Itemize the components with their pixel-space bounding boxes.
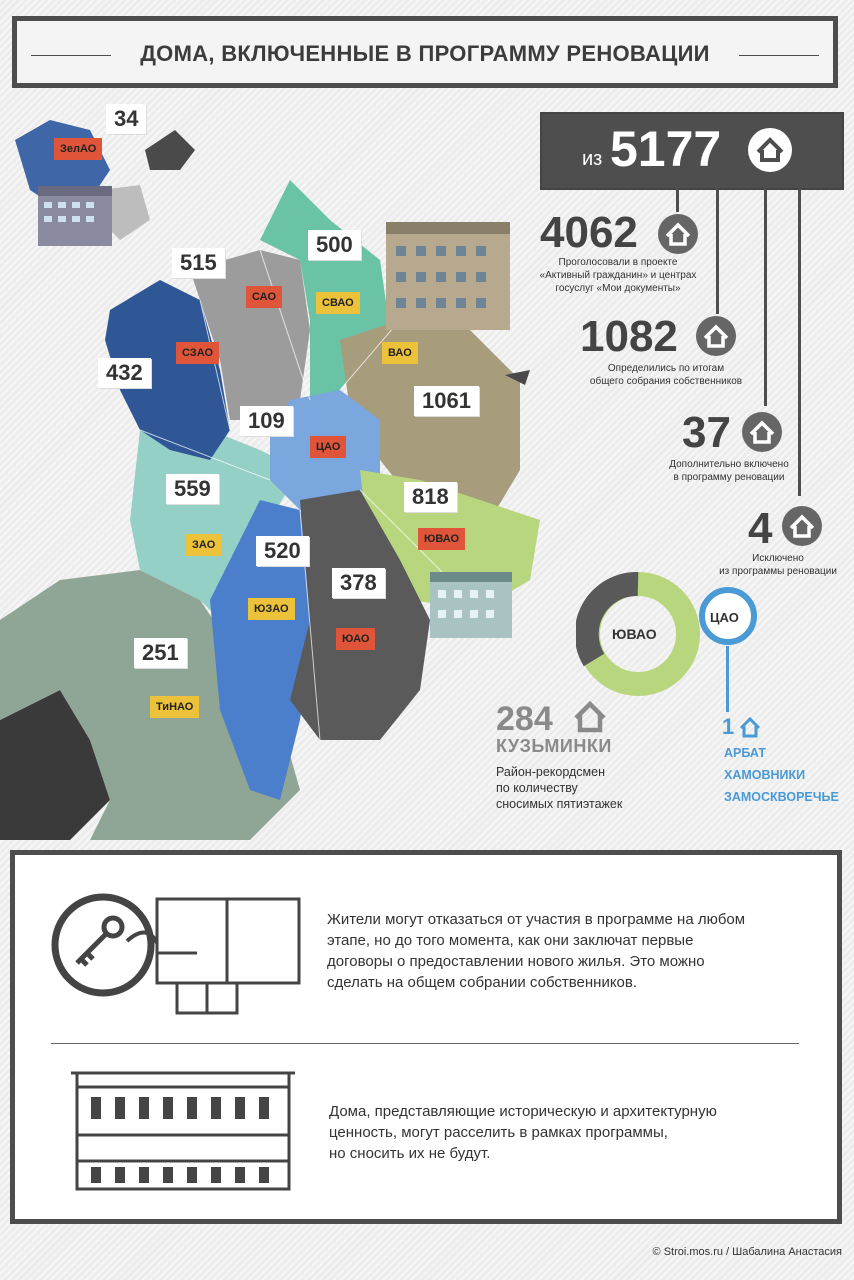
stat-added-desc-line: Дополнительно включено	[669, 459, 789, 470]
stat-voted-desc-line: Проголосовали в проекте	[558, 257, 678, 268]
stat-added-desc	[664, 458, 794, 484]
note-refusal-line: договоры о предоставлении нового жилья. Это можно	[327, 953, 705, 970]
district-count-tinao: 251	[134, 638, 187, 668]
stat-added-value: 37	[682, 408, 731, 457]
stat-meeting-value: 1082	[580, 312, 678, 361]
district-count-sao: 515	[172, 248, 225, 278]
cao-connector-line	[726, 646, 729, 712]
district-count-zelao: 34	[106, 104, 146, 134]
notes-panel	[10, 850, 842, 1224]
total-value: 5177	[610, 121, 722, 177]
district-flag-yuzao: ЮЗАО	[248, 598, 295, 620]
district-flag-yuao: ЮАО	[336, 628, 375, 650]
note-refusal-line: Жители могут отказаться от участия в программе на любом	[327, 911, 746, 928]
note-historic-line: но сносить их не будут.	[329, 1145, 491, 1162]
district-count-yuao: 378	[332, 568, 385, 598]
stat-added-desc-line: в программу реновации	[673, 472, 785, 483]
house-icon	[738, 716, 762, 738]
district-flag-tinao: ТиНАО	[150, 696, 199, 718]
map-region-grey-blob-1	[145, 130, 195, 170]
note-refusal-line: этапе, но до того момента, как они заключат первые	[327, 932, 694, 949]
stat-meeting-desc-line: общего собрания собственников	[589, 376, 743, 387]
cao-min-district: АРБАТ	[724, 746, 766, 760]
note-refusal-line: сделать на общем собрании собственников.	[327, 974, 638, 991]
district-count-yuzao: 520	[256, 536, 309, 566]
total-box	[540, 112, 844, 190]
district-flag-cao: ЦАО	[310, 436, 346, 458]
district-flag-sao: САО	[246, 286, 282, 308]
record-district: КУЗЬМИНКИ	[496, 736, 612, 756]
district-flag-zao: ЗАО	[186, 534, 221, 556]
stat-voted-desc	[528, 256, 708, 295]
note-historic-line: ценность, могут расселить в рамках программы,	[329, 1124, 668, 1141]
house-icon	[780, 504, 824, 548]
note-historic-line: Дома, представляющие историческую и архитектурную	[329, 1103, 717, 1120]
page-title: ДОМА, ВКЛЮЧЕННЫЕ В ПРОГРАММУ РЕНОВАЦИИ	[140, 41, 710, 66]
cao-min-value: 1	[722, 714, 735, 739]
house-icon	[746, 126, 794, 174]
district-count-svao: 500	[308, 230, 361, 260]
note-historic	[329, 1101, 717, 1164]
district-flag-zelao: ЗелАО	[54, 138, 102, 160]
record-value: 284	[496, 700, 553, 738]
house-icon	[740, 410, 784, 454]
historic-building-icon	[71, 1065, 297, 1195]
building-illustration-yuao	[430, 572, 512, 640]
footer-credit: © Stroi.mos.ru / Шабалина Анастасия	[652, 1246, 842, 1258]
title-box	[12, 16, 838, 88]
district-flag-yuvao: ЮВАО	[418, 528, 465, 550]
stat-voted-value: 4062	[540, 208, 638, 257]
building-illustration-svao	[386, 222, 510, 332]
stat-excluded-value: 4	[748, 504, 773, 553]
record-desc	[496, 764, 622, 812]
house-icon	[656, 212, 700, 256]
total-prefix: из	[582, 148, 603, 170]
stat-meeting-desc	[578, 362, 754, 388]
record-desc-line: по количеству	[496, 781, 578, 795]
district-flag-svao: СВАО	[316, 292, 360, 314]
cao-min-district: ЗАМОСКВОРЕЧЬЕ	[724, 790, 839, 804]
district-flag-szao: СЗАО	[176, 342, 219, 364]
stat-excluded-desc-line: Исключено	[752, 553, 804, 564]
record-desc-line: сносимых пятиэтажек	[496, 797, 623, 811]
cao-min-district: ХАМОВНИКИ	[724, 768, 806, 782]
stat-excluded-desc-line: из программы реновации	[719, 566, 837, 577]
district-flag-vao: ВАО	[382, 342, 418, 364]
comparison-donut	[576, 572, 776, 702]
connector-line-3	[764, 186, 767, 406]
district-count-yuvao: 818	[404, 482, 457, 512]
stat-meeting-desc-line: Определились по итогам	[607, 363, 725, 374]
district-count-vao: 1061	[414, 386, 479, 416]
cao-min-districts	[724, 742, 839, 808]
stat-voted-desc-line: госуслуг «Мои документы»	[555, 283, 681, 294]
connector-line-4	[798, 186, 801, 496]
note-refusal	[327, 909, 745, 993]
district-count-cao: 109	[240, 406, 293, 436]
house-icon	[572, 700, 608, 734]
record-desc-line: Район-рекордсмен	[496, 765, 605, 779]
stat-voted-desc-line: «Активный гражданин» и центрах	[539, 270, 697, 281]
district-count-szao: 432	[98, 358, 151, 388]
connector-line-1	[676, 186, 679, 212]
comparison-small-label: ЦАО	[710, 610, 739, 625]
keys-floorplan-icon	[47, 893, 317, 1023]
connector-line-2	[716, 186, 719, 314]
comparison-big-label: ЮВАО	[612, 626, 657, 642]
panel-divider	[51, 1043, 799, 1044]
house-icon	[694, 314, 738, 358]
district-count-zao: 559	[166, 474, 219, 504]
building-illustration-zelao	[38, 186, 112, 248]
